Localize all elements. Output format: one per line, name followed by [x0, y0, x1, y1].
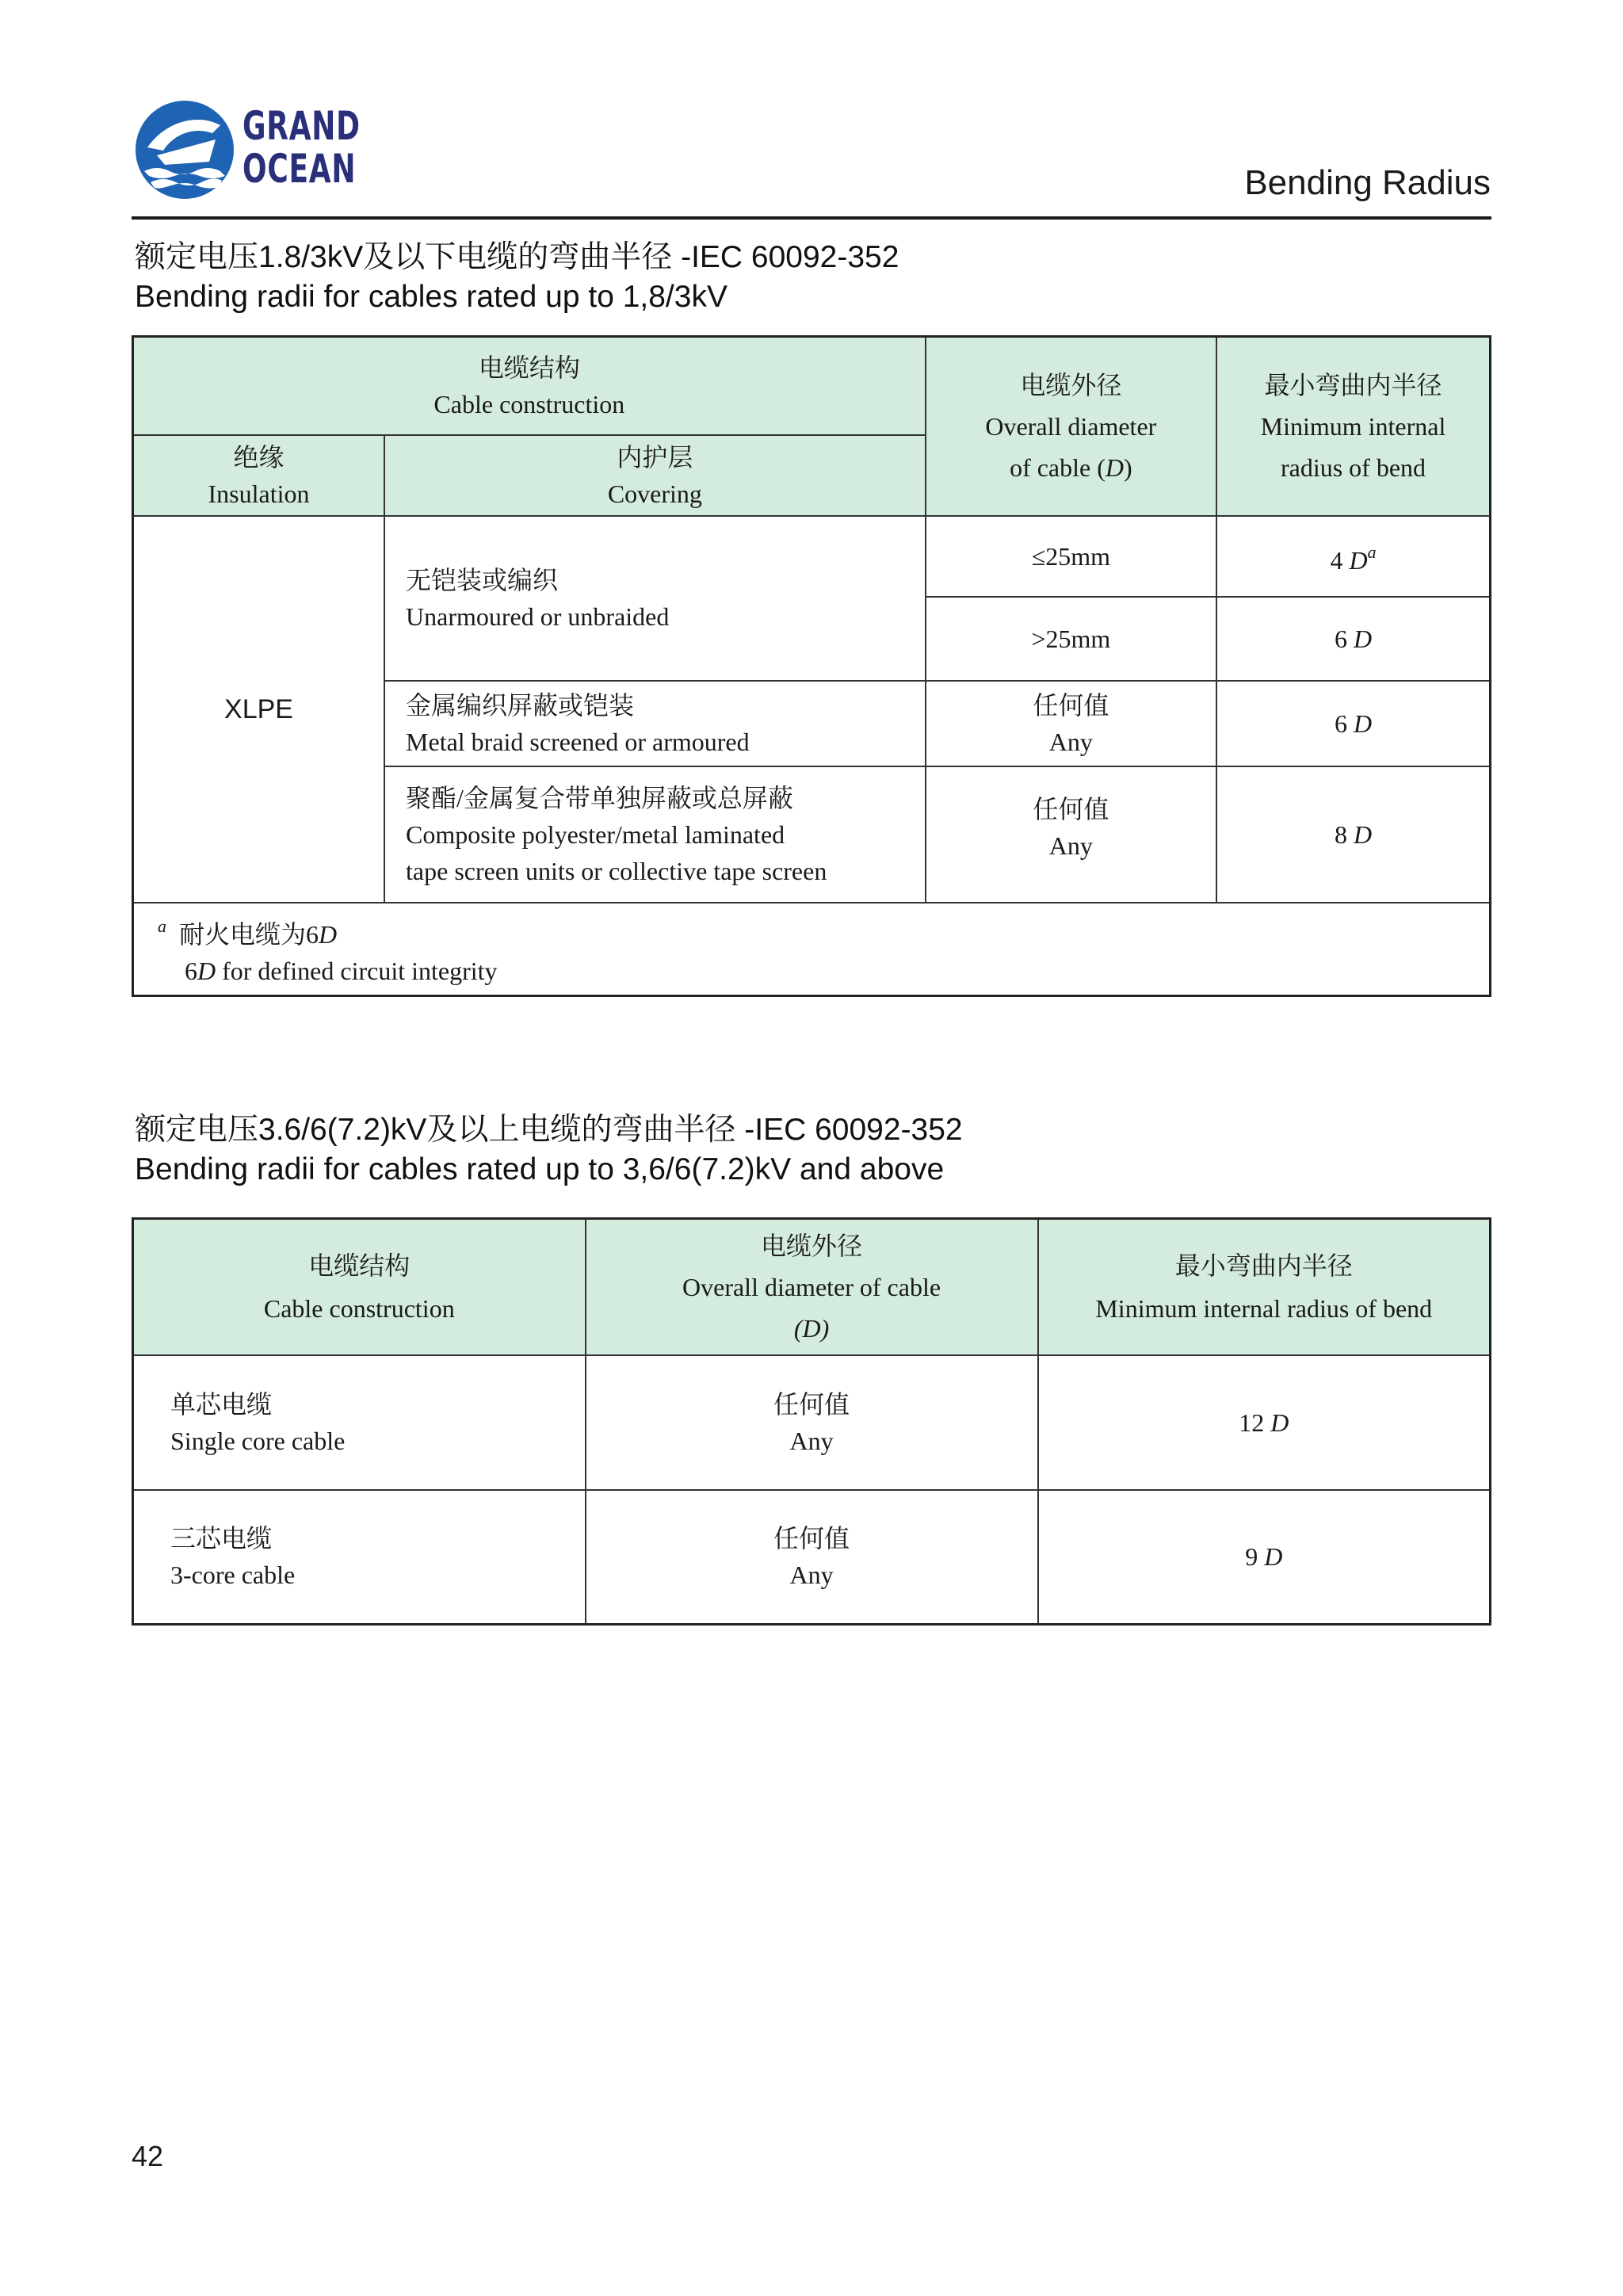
- bending-radius-table-high-voltage: [132, 1217, 1491, 1626]
- header-minimum-radius: 最小弯曲内半径 Minimum internal radius of bend: [1216, 337, 1490, 516]
- bending-radius-table-low-voltage: [132, 335, 1491, 997]
- table2-title-zh: 额定电压3.6/6(7.2)kV及以上电缆的弯曲半径 -IEC 60092-352: [135, 1113, 963, 1147]
- table1-title-zh: 额定电压1.8/3kV及以下电缆的弯曲半径 -IEC 60092-352: [135, 240, 899, 274]
- header-overall-diameter-2: 电缆外径 Overall diameter of cable (D): [586, 1219, 1038, 1355]
- insulation-xlpe: XLPE: [133, 516, 385, 903]
- covering-composite-tape: 聚酯/金属复合带单独屏蔽或总屏蔽 Composite polyester/metal laminated tape screen units or collective tape screen: [384, 766, 926, 903]
- covering-unarmoured: 无铠装或编织 Unarmoured or unbraided: [384, 516, 926, 681]
- diameter-any-3core: 任何值 Any: [586, 1490, 1038, 1625]
- header-divider: [132, 216, 1491, 220]
- diameter-any-single: 任何值 Any: [586, 1355, 1038, 1490]
- table2-heading: [135, 1110, 963, 1190]
- header-minimum-radius-2: 最小弯曲内半径 Minimum internal radius of bend: [1038, 1219, 1491, 1355]
- header-insulation: 绝缘 Insulation: [133, 435, 385, 516]
- diameter-gt25: >25mm: [926, 597, 1216, 681]
- cable-type-single-core: 单芯电缆 Single core cable: [133, 1355, 586, 1490]
- header-cable-construction-2: 电缆结构 Cable construction: [133, 1219, 586, 1355]
- radius-12d: 12 D: [1038, 1355, 1491, 1490]
- table1-footnote: $^a$ 耐火电缆为6D 6D for defined circuit integrity: [133, 903, 1491, 996]
- table2-title-en: Bending radii for cables rated up to 3,6/6(7.2)kV and above: [135, 1152, 945, 1186]
- diameter-le25: ≤25mm: [926, 516, 1216, 597]
- header-covering: 内护层 Covering: [384, 435, 926, 516]
- header-overall-diameter: 电缆外径 Overall diameter of cable (D): [926, 337, 1216, 516]
- radius-6d-braid: 6 D: [1216, 681, 1490, 766]
- radius-6d: 6 D: [1216, 597, 1490, 681]
- covering-metal-braid: 金属编织屏蔽或铠装 Metal braid screened or armoured: [384, 681, 926, 766]
- diameter-any-2: 任何值 Any: [926, 766, 1216, 903]
- grand-ocean-logo-icon: [133, 98, 236, 201]
- table1-heading: [135, 238, 899, 317]
- page-number: 42: [132, 2140, 164, 2172]
- brand-line-1: GRAND: [242, 103, 361, 149]
- radius-8d: 8 D: [1216, 766, 1490, 903]
- radius-4d: 4 $D^a$: [1216, 516, 1490, 597]
- table1-title-en: Bending radii for cables rated up to 1,8/3kV: [135, 280, 727, 314]
- diameter-any-1: 任何值 Any: [926, 681, 1216, 766]
- radius-9d: 9 D: [1038, 1490, 1491, 1625]
- brand-line-2: OCEAN: [242, 146, 357, 192]
- header-cable-construction: 电缆结构 Cable construction: [133, 337, 926, 435]
- section-title: Bending Radius: [1244, 163, 1491, 202]
- brand-name: [242, 105, 361, 190]
- cable-type-3-core: 三芯电缆 3-core cable: [133, 1490, 586, 1625]
